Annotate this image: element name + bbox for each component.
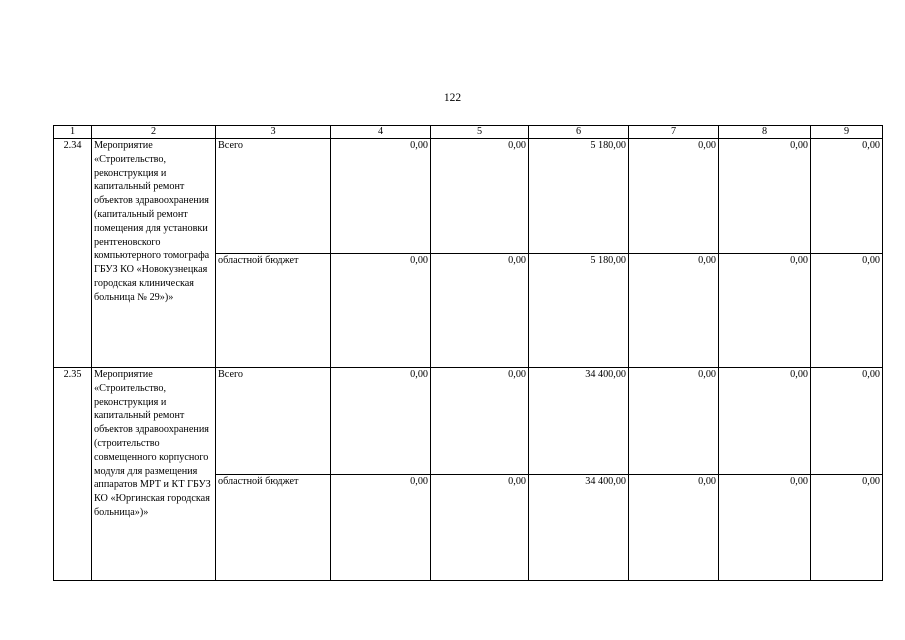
header-cell: 4 [331, 126, 431, 139]
value-cell: 0,00 [331, 474, 431, 581]
value-cell: 0,00 [811, 139, 883, 254]
value-cell: 0,00 [629, 253, 719, 368]
table-row [54, 368, 883, 475]
value-cell: 0,00 [629, 368, 719, 475]
header-cell: 1 [54, 126, 92, 139]
value-cell: 34 400,00 [529, 368, 629, 475]
funding-source-cell: Всего [216, 368, 331, 475]
budget-table [53, 125, 883, 581]
value-cell: 0,00 [431, 474, 529, 581]
row-code-cell: 2.34 [54, 139, 92, 368]
value-cell: 34 400,00 [529, 474, 629, 581]
table-row [54, 139, 883, 254]
value-cell: 5 180,00 [529, 253, 629, 368]
header-cell: 2 [92, 126, 216, 139]
value-cell: 0,00 [719, 474, 811, 581]
value-cell: 0,00 [331, 368, 431, 475]
row-code-cell: 2.35 [54, 368, 92, 581]
funding-source-cell: областной бюджет [216, 253, 331, 368]
value-cell: 0,00 [811, 253, 883, 368]
row-description-cell: Мероприятие «Строительство, реконструкция и капитальный ремонт объектов здравоохранения (капитальный ремонт помещения для установки рентгеновского компьютерного томографа ГБУЗ КО «Новокузнецкая городская клиническая больница № 29»)» [92, 139, 216, 368]
value-cell: 0,00 [331, 253, 431, 368]
value-cell: 0,00 [811, 368, 883, 475]
header-cell: 3 [216, 126, 331, 139]
value-cell: 5 180,00 [529, 139, 629, 254]
row-description-cell: Мероприятие «Строительство, реконструкция и капитальный ремонт объектов здравоохранения (строительство совмещенного корпусного модуля для размещения аппаратов МРТ и КТ ГБУЗ КО «Юргинская городская больница»)» [92, 368, 216, 581]
header-cell: 9 [811, 126, 883, 139]
value-cell: 0,00 [431, 253, 529, 368]
table-header-row [54, 126, 883, 139]
header-cell: 8 [719, 126, 811, 139]
value-cell: 0,00 [431, 139, 529, 254]
value-cell: 0,00 [431, 368, 529, 475]
value-cell: 0,00 [719, 368, 811, 475]
value-cell: 0,00 [719, 253, 811, 368]
funding-source-cell: областной бюджет [216, 474, 331, 581]
page-number: 122 [443, 92, 462, 104]
value-cell: 0,00 [629, 474, 719, 581]
header-cell: 5 [431, 126, 529, 139]
header-cell: 6 [529, 126, 629, 139]
value-cell: 0,00 [719, 139, 811, 254]
header-cell: 7 [629, 126, 719, 139]
funding-source-cell: Всего [216, 139, 331, 254]
value-cell: 0,00 [811, 474, 883, 581]
value-cell: 0,00 [629, 139, 719, 254]
value-cell: 0,00 [331, 139, 431, 254]
